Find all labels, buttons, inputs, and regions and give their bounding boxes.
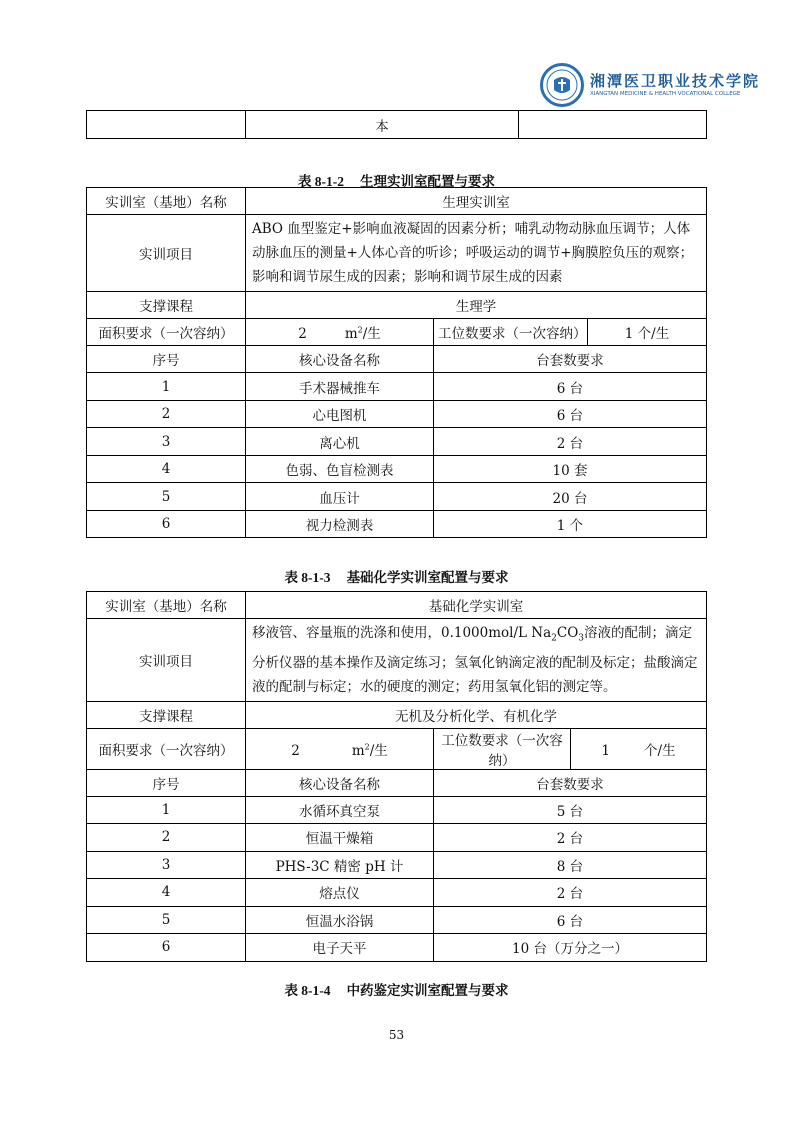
station-value: 1 个/生 bbox=[571, 728, 707, 769]
table-row: 2 心电图机 6 台 bbox=[87, 401, 707, 428]
col-index-header: 序号 bbox=[87, 346, 246, 373]
col-index-header: 序号 bbox=[87, 769, 246, 796]
table-row: 6 电子天平 10 台（万分之一） bbox=[87, 933, 707, 961]
table-row: 4 色弱、色盲检测表 10 套 bbox=[87, 456, 707, 483]
projects-label: 实训项目 bbox=[87, 619, 246, 702]
table-row: 6 视力检测表 1 个 bbox=[87, 511, 707, 538]
room-value: 生理实训室 bbox=[246, 188, 707, 215]
page-number: 53 bbox=[388, 1028, 405, 1042]
station-value: 1 个/生 bbox=[588, 319, 707, 346]
projects-value: 移液管、容量瓶的洗涤和使用，0.1000mol/L $Na_2CO_3$溶液的配制；滴定分析仪器的基本操作及滴定练习；氢氧化钠滴定液的配制及标定；盐酸滴定液的配制与标定；水的硬度的测定；药用氢氧化铝的测定等。 bbox=[246, 619, 707, 702]
area-value: 2 $m^2/$生 bbox=[246, 728, 434, 769]
area-value: 2 $m^2/$生 bbox=[246, 319, 434, 346]
table-row: 5 血压计 20 台 bbox=[87, 483, 707, 511]
area-label: 面积要求（一次容纳） bbox=[87, 728, 246, 769]
fragment-cell: 本 bbox=[246, 111, 519, 139]
col-count-header: 台套数要求 bbox=[434, 769, 707, 796]
table-row: 1 手术器械推车 6 台 bbox=[87, 373, 707, 401]
projects-value: ABO 血型鉴定+影响血液凝固的因素分析；哺乳动物动脉血压调节；人体动脉血压的测量+人体心音的听诊；呼吸运动的调节+胸膜腔负压的观察；影响和调节尿生成的因素；影响和调节尿生成的因素 bbox=[246, 215, 707, 292]
school-name: 湘潭医卫职业技术学院 bbox=[590, 72, 761, 90]
table-row: 5 恒温水浴锅 6 台 bbox=[87, 906, 707, 933]
station-label: 工位数要求（一次容纳） bbox=[434, 728, 571, 769]
course-value: 生理学 bbox=[246, 292, 707, 319]
table-caption-8-1-3: 表 8-1-3 基础化学实训室配置与要求 bbox=[284, 570, 509, 586]
table-row: 3 离心机 2 台 bbox=[87, 428, 707, 456]
course-value: 无机及分析化学、有机化学 bbox=[246, 701, 707, 728]
physiology-lab-table bbox=[86, 187, 707, 538]
table-row: 3 PHS-3C 精密 pH 计 8 台 bbox=[87, 851, 707, 878]
room-label: 实训室（基地）名称 bbox=[87, 592, 246, 619]
col-count-header: 台套数要求 bbox=[434, 346, 707, 373]
course-label: 支撑课程 bbox=[87, 292, 246, 319]
school-emblem-icon bbox=[540, 63, 584, 107]
col-device-header: 核心设备名称 bbox=[246, 769, 434, 796]
course-label: 支撑课程 bbox=[87, 701, 246, 728]
table-row: 1 水循环真空泵 5 台 bbox=[87, 796, 707, 823]
station-label: 工位数要求（一次容纳） bbox=[434, 319, 588, 346]
table-row: 2 恒温干燥箱 2 台 bbox=[87, 823, 707, 851]
col-device-header: 核心设备名称 bbox=[246, 346, 434, 373]
school-logo bbox=[540, 63, 761, 109]
table-caption-8-1-2: 表 8-1-2 生理实训室配置与要求 bbox=[297, 174, 496, 190]
area-label: 面积要求（一次容纳） bbox=[87, 319, 246, 346]
room-label: 实训室（基地）名称 bbox=[87, 188, 246, 215]
chemistry-lab-table bbox=[86, 591, 707, 962]
table-caption-8-1-4: 表 8-1-4 中药鉴定实训室配置与要求 bbox=[284, 983, 509, 999]
school-name-en: XIANGTAN MEDICINE & HEALTH VOCATIONAL COLLEGE bbox=[590, 91, 741, 97]
projects-label: 实训项目 bbox=[87, 215, 246, 292]
room-value: 基础化学实训室 bbox=[246, 592, 707, 619]
table-row: 4 熔点仪 2 台 bbox=[87, 878, 707, 906]
previous-table-fragment bbox=[86, 110, 707, 139]
